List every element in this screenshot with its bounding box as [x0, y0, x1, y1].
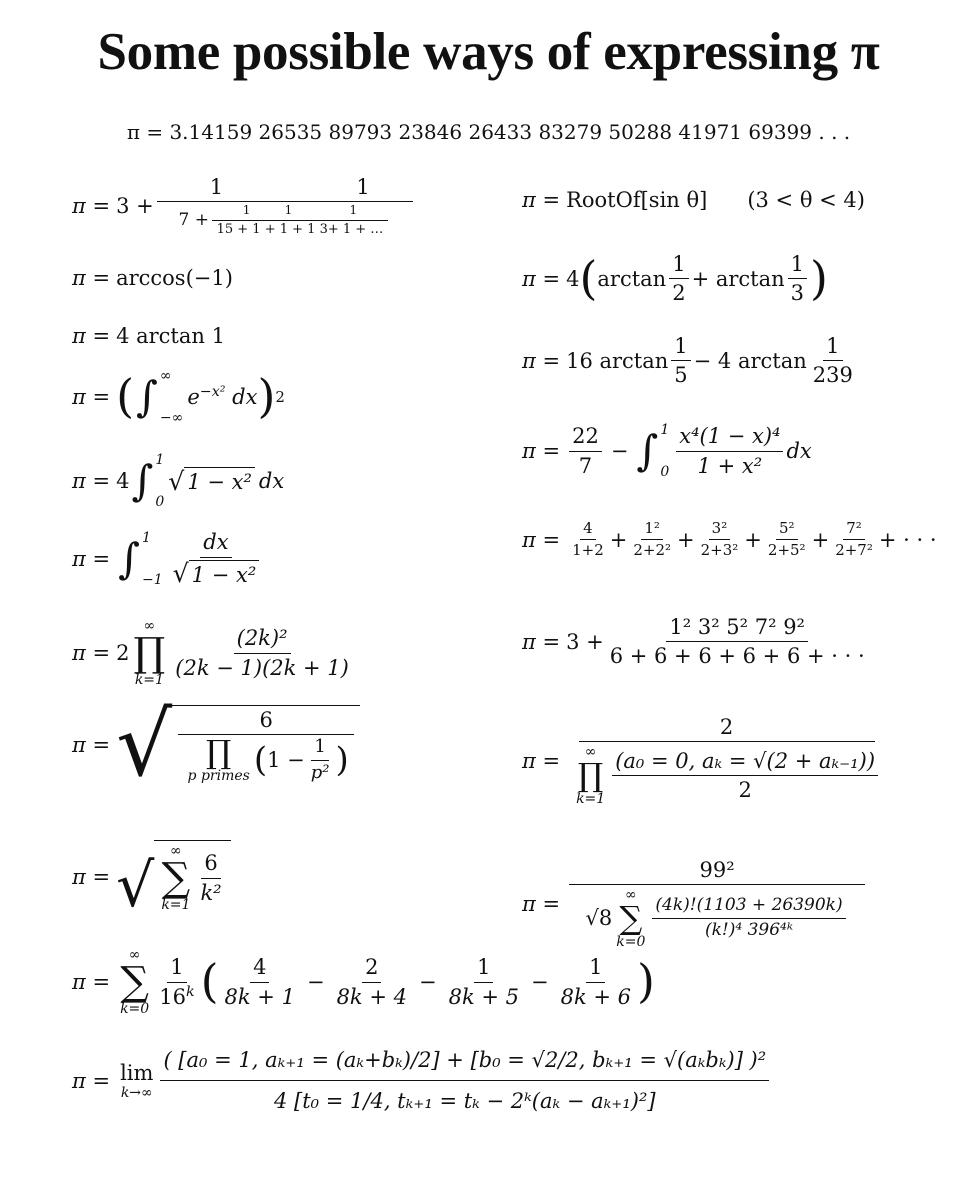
fraction — [160, 1048, 769, 1113]
formula-lhs: π = — [72, 194, 111, 219]
t5-num: 7² — [843, 520, 865, 540]
t4-numerator: 1 — [586, 955, 605, 982]
formula-gaussian: π = ( ∫ ∞ −∞ $e^{-x^2}$ dx ) 2 — [72, 368, 285, 426]
fifth-denominator: 5 — [674, 363, 688, 388]
lower-limit: −∞ — [159, 409, 184, 426]
t1-numerator: 4 — [250, 955, 269, 982]
integral-sign: ∫ — [636, 426, 659, 476]
half-numerator: 1 — [669, 252, 688, 279]
t1-den: 1+2 — [572, 541, 604, 560]
numerator-22: 22 — [569, 424, 602, 451]
inner-numerator: (4k)!(1103 + 26390k) — [655, 895, 843, 916]
cf-inner: $\frac{1 1 1}{15 + 1 + 1 + 1 3+ 1 + \dots}$ — [212, 204, 388, 238]
denominator: (2k − 1)(2k + 1) — [175, 655, 349, 680]
fraction — [172, 626, 352, 679]
formula-arcsin-integral — [72, 530, 265, 588]
formula-rootof — [522, 188, 865, 212]
formula-lhs: π = — [522, 527, 561, 552]
product-operator: ∏ p primes — [187, 733, 250, 784]
numerator: 1 — [167, 955, 186, 982]
sum-operator: ∞ ∑ k=0 — [616, 887, 646, 950]
t3-den: 2+3² — [700, 541, 739, 560]
fraction: 6 ∏ p primes ( 1 − $\frac{1}{\text{p²}}$ ) — [178, 708, 354, 784]
page-title: Some possible ways of expressing π — [97, 23, 880, 81]
formula-euler-machin: π = 4 ( arctan $\frac{1}{2}$ + arctan $\frac{1}{3}$ ) — [522, 250, 828, 306]
integral-sign: ∫ — [118, 534, 140, 584]
numerator: 2 — [579, 715, 875, 742]
t3-numerator: 1 — [474, 955, 493, 982]
arctan-expr: 4 arctan 1 — [116, 324, 225, 348]
t2-num: 1² — [641, 520, 663, 540]
third-denominator: 3 — [790, 281, 805, 306]
formula-lhs: π = — [522, 266, 561, 291]
sqrt8: √8 — [585, 906, 613, 931]
pi-digits: π = 3.14159 26535 89793 23846 26433 83279 50288 41971 69399 . . . — [126, 120, 851, 144]
formula-lhs: π = — [72, 970, 111, 995]
cf-seven: 7 + — [178, 210, 209, 231]
formula-lhs: π = — [522, 629, 561, 654]
lower-limit: 0 — [155, 493, 165, 510]
inner-denominator: 2 — [738, 777, 752, 802]
upper-limit: ∞ — [584, 744, 597, 761]
lower-limit: 0 — [660, 463, 670, 480]
upper-limit: 1 — [141, 530, 151, 546]
inv239-numerator: 1 — [823, 334, 842, 361]
denominator-7: 7 — [578, 453, 593, 478]
rootof-condition: (3 < θ < 4) — [747, 188, 865, 212]
numerator: 99² — [569, 858, 865, 885]
upper-limit: ∞ — [159, 368, 172, 384]
inner-numerator: (a₀ = 0, aₖ = √(2 + aₖ₋₁)) — [615, 748, 876, 773]
coefficient: 2 — [116, 641, 130, 666]
integral-sign: ∫ — [131, 456, 154, 506]
integral-sign: ∫ — [136, 372, 158, 422]
product-operator: ∞ ∏ k=1 — [133, 618, 166, 689]
exponent: k — [185, 983, 195, 1000]
three-plus: 3 + — [566, 629, 604, 654]
sixteen-arctan: 16 arctan — [566, 348, 669, 373]
formula-nilakantha — [522, 615, 871, 668]
dx: dx — [786, 438, 812, 463]
denominator: 4 [t₀ = 1/4, tₖ₊₁ = tₖ − 2ᵏ(aₖ − aₖ₊₁)²] — [274, 1089, 656, 1114]
base: 16 — [159, 984, 186, 1009]
fifth-numerator: 1 — [671, 334, 690, 361]
sqrt: √ 1 − x² — [168, 467, 255, 494]
lower-limit: k=1 — [134, 672, 164, 689]
formula-quarter-circle — [72, 452, 284, 510]
product-index: p primes — [187, 767, 250, 784]
formula-basel — [72, 840, 231, 922]
product-operator: ∞ ∏ k=1 — [576, 744, 606, 807]
integrand-exponent: −x² — [199, 384, 226, 401]
integrand-denominator: 1 + x² — [697, 453, 763, 478]
right-paren: ) — [257, 369, 276, 424]
upper-limit: 1 — [660, 422, 670, 438]
formula-lhs: π = — [72, 324, 111, 348]
lim-word: lim — [120, 1060, 154, 1085]
formula-lhs: π = — [522, 188, 561, 212]
cf-tail: 1 + 1 3+ 1 + … — [279, 221, 384, 237]
formula-lhs: π = — [522, 748, 561, 773]
formula-lhs: π = — [72, 732, 111, 757]
integral-limits — [155, 452, 164, 510]
cf-one-b: 1 — [356, 175, 370, 199]
arctan-word: arctan — [597, 266, 667, 291]
t3-denominator: 8k + 5 — [448, 984, 519, 1009]
formula-lhs: π = — [522, 438, 561, 463]
formula-series: π = $\frac{4}{1+2}$ + $\frac{\text{1²}}{\text{2+2²}}$ + $\frac{\text{3²}}{\text{2+3²}}$ + $\frac{\text{5²}}{\text{2+5²}}$ + $\frac{\text{7²}}{\text{2+7²}}$ + · · · — [522, 519, 937, 560]
formula-lhs: π = — [72, 641, 111, 666]
dx: dx — [232, 384, 258, 409]
third-numerator: 1 — [788, 252, 807, 279]
t4-num: 5² — [776, 520, 798, 540]
sqrt: √ 6 ∏ p primes ( 1 − $\frac{1}{\text{p²}}$ ) — [116, 705, 360, 784]
rootof-expr: RootOf[sin θ] — [566, 188, 708, 212]
integral-limits — [160, 368, 183, 426]
numerator: ( [a₀ = 1, aₖ₊₁ = (aₖ+bₖ)/2] + [b₀ = √2/2, bₖ₊₁ = √(aₖbₖ)] )² — [163, 1048, 767, 1072]
series-tail: + · · · — [878, 527, 937, 552]
sqrt: √ ∞ ∑ k=1 6 k² — [116, 840, 231, 913]
inner-denominator: (k!)⁴ 396⁴ᵏ — [704, 919, 794, 940]
formula-ramanujan — [522, 858, 868, 950]
integrand-base: e — [187, 384, 200, 409]
lower-limit: k=0 — [616, 933, 646, 950]
arccos-expr: arccos(−1) — [116, 266, 233, 290]
formula-viete — [522, 715, 887, 807]
upper-limit: ∞ — [143, 618, 156, 634]
inv239-denominator: 239 — [812, 363, 853, 388]
numerator: dx — [203, 530, 229, 555]
formula-bbp: π = ∞ ∑ k=0 1 16$^k$ ( 4 8k + 1 − $\frac{2}{8k + 4}$ − $\frac{1}{8k + 5}$ − $\frac{1}{8k + 6}$ ) — [72, 947, 655, 1018]
cf-one-a: 1 — [209, 175, 224, 199]
t4-den: 2+5² — [767, 541, 806, 560]
t3-num: 3² — [709, 520, 731, 540]
upper-limit: ∞ — [625, 887, 637, 904]
lower-limit: −1 — [141, 571, 163, 588]
numerator: 6 — [178, 708, 354, 735]
fraction — [197, 851, 224, 904]
fraction — [156, 955, 197, 1008]
one-minus: 1 − — [267, 748, 305, 773]
minus: − — [610, 438, 629, 463]
cf-fraction — [157, 175, 413, 238]
upper-limit: 1 — [155, 452, 165, 468]
numerator: 6 — [201, 851, 220, 878]
plus-arctan: + arctan — [691, 266, 785, 291]
formula-lhs: π = — [72, 1068, 111, 1093]
t1-denominator: 8k + 1 — [224, 984, 295, 1009]
formula-arccos — [72, 266, 233, 290]
denominator: 6 + 6 + 6 + 6 + 6 + · · · — [609, 644, 865, 669]
formula-continued-fraction — [72, 175, 416, 238]
t4-denominator: 8k + 6 — [560, 984, 631, 1009]
dx: dx — [258, 468, 285, 493]
formula-4arctan — [72, 324, 225, 348]
integrand-numerator: x⁴(1 − x)⁴ — [679, 424, 781, 449]
sum-operator: ∞ ∑ k=1 — [161, 843, 191, 914]
lower-limit: k=1 — [161, 897, 191, 914]
t2-denominator: 8k + 4 — [336, 984, 407, 1009]
minus-arctan: − 4 arctan — [693, 348, 807, 373]
lower-limit: k=1 — [576, 790, 606, 807]
coefficient: 4 — [566, 266, 580, 291]
left-paren: ( — [116, 369, 135, 424]
limit-operator — [120, 1061, 153, 1101]
cf-three: 3 + — [116, 194, 154, 219]
denominator: k² — [200, 880, 222, 905]
t1-num: 4 — [580, 520, 596, 540]
t2-den: 2+2² — [633, 541, 672, 560]
formula-dalzell — [522, 422, 812, 480]
formula-lhs: π = — [522, 348, 561, 373]
numerator: 1² 3² 5² 7² 9² — [666, 615, 808, 642]
radicand: 1 − x² — [191, 562, 257, 587]
formula-euler-product — [72, 693, 360, 796]
formula-lhs: π = — [72, 546, 111, 571]
coefficient: 4 — [116, 468, 130, 493]
lower-limit: k=0 — [120, 1001, 150, 1018]
inner-numerator: 1 — [311, 737, 328, 761]
numerator: (2k)² — [236, 626, 288, 651]
cf-fifteen: 15 + 1 + — [216, 221, 276, 237]
formula-lhs: π = — [522, 891, 561, 916]
t5-den: 2+7² — [835, 541, 873, 560]
formula-lhs: π = — [72, 468, 111, 493]
lim-subscript: k→∞ — [120, 1084, 153, 1101]
formula-lhs: π = — [72, 384, 111, 409]
fraction: dx √ 1 − x² — [170, 530, 263, 587]
integral-limits — [142, 530, 163, 588]
t2-numerator: 2 — [362, 955, 381, 982]
half-denominator: 2 — [672, 281, 686, 306]
upper-limit: ∞ — [170, 843, 182, 859]
sum-operator: ∞ ∑ k=0 — [120, 947, 150, 1018]
formula-lhs: π = — [72, 864, 111, 889]
formula-lhs: π = — [72, 266, 111, 290]
formula-wallis — [72, 618, 355, 688]
formula-machin — [522, 334, 859, 387]
inner-denominator: p² — [310, 761, 330, 783]
upper-limit: ∞ — [128, 947, 141, 963]
formula-agm — [72, 1048, 772, 1113]
radicand: 1 − x² — [187, 470, 252, 495]
